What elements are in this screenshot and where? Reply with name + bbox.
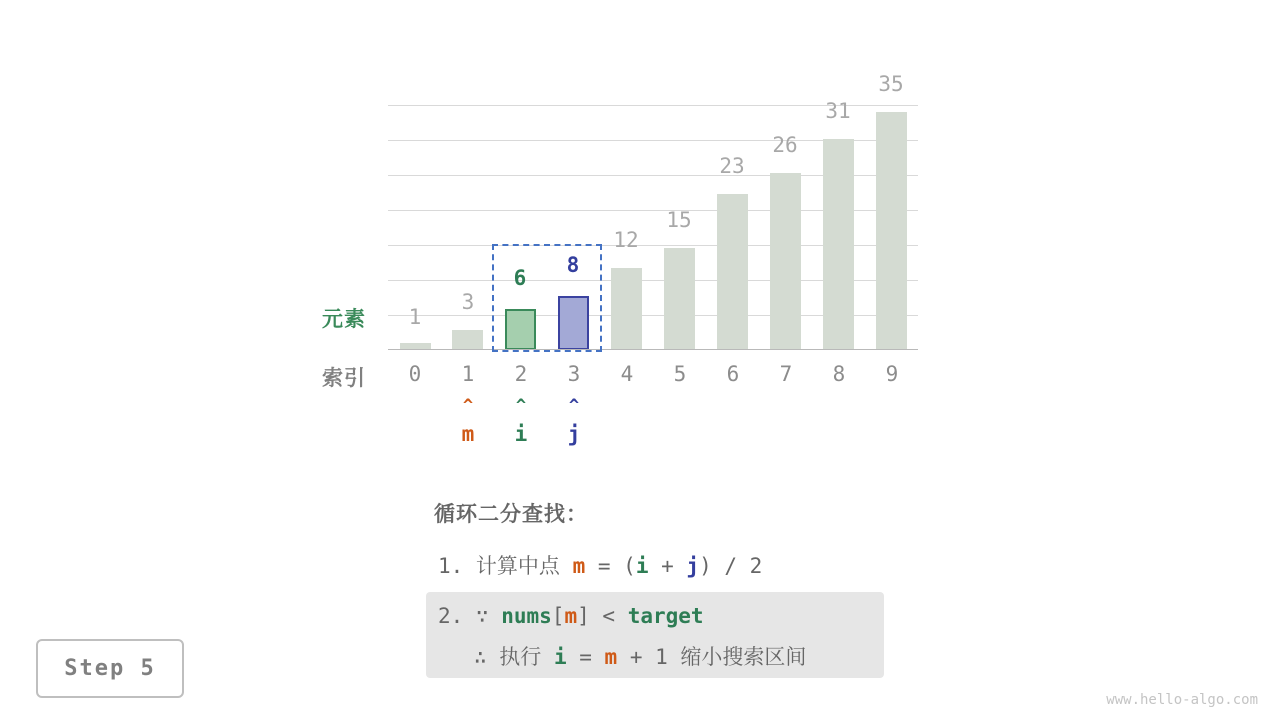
caption-step-1: [438, 550, 762, 580]
index-label-3: 3: [567, 362, 581, 386]
bar-4: [611, 268, 642, 350]
bar-7: [770, 173, 801, 350]
bar-6: [717, 194, 748, 350]
step1-var-i: i: [635, 554, 649, 578]
search-range-box: [492, 244, 602, 352]
pointer-label-j: j: [567, 422, 581, 446]
index-label-5: 5: [673, 362, 687, 386]
bar-1: [452, 330, 483, 350]
bar-value-1: 3: [461, 290, 475, 314]
step2-nums: nums: [501, 604, 552, 628]
row-label-elements: 元素: [322, 307, 366, 331]
pointer-caret-j: ^: [568, 396, 580, 416]
bar-chart: [388, 72, 918, 350]
step1-prefix: 1. 计算中点: [438, 554, 573, 578]
axis-baseline: [388, 349, 918, 350]
bar-value-4: 12: [613, 228, 639, 252]
bar-value-7: 26: [772, 133, 798, 157]
step3-var-m: m: [604, 645, 618, 669]
row-label-index: 索引: [322, 366, 366, 390]
pointer-caret-m: ^: [462, 396, 474, 416]
caption-step-2: [438, 604, 704, 628]
watermark: www.hello-algo.com: [1106, 692, 1258, 708]
step1-plus: +: [648, 554, 687, 578]
bar-value-2: 6: [513, 266, 527, 290]
step-badge: Step 5: [36, 639, 184, 698]
step3-var-i: i: [553, 645, 567, 669]
step2-bracket-close: ] <: [577, 604, 628, 628]
index-label-9: 9: [885, 362, 899, 386]
step1-var-j: j: [686, 554, 700, 578]
bar-8: [823, 139, 854, 350]
step2-prefix: 2. ∵: [438, 604, 502, 628]
step3-suffix: + 1 缩小搜索区间: [617, 645, 807, 669]
index-label-0: 0: [408, 362, 422, 386]
bar-value-5: 15: [666, 208, 692, 232]
bar-value-8: 31: [825, 99, 851, 123]
step1-eq: = (: [585, 554, 636, 578]
step3-mid: =: [566, 645, 605, 669]
index-label-2: 2: [514, 362, 528, 386]
index-label-8: 8: [832, 362, 846, 386]
bar-value-3: 8: [566, 253, 580, 277]
bar-value-9: 35: [878, 72, 904, 96]
pointer-caret-i: ^: [515, 396, 527, 416]
step2-bracket-open: [: [551, 604, 565, 628]
index-label-6: 6: [726, 362, 740, 386]
pointer-label-m: m: [461, 422, 475, 446]
bar-9: [876, 112, 907, 350]
bar-5: [664, 248, 695, 350]
caption-step-3: [474, 641, 806, 671]
caption-title: 循环二分查找：: [434, 502, 588, 526]
index-label-4: 4: [620, 362, 634, 386]
bar-value-0: 1: [408, 305, 422, 329]
step1-suffix: ) / 2: [699, 554, 763, 578]
pointer-label-i: i: [514, 422, 528, 446]
step2-var-m: m: [564, 604, 578, 628]
step1-var-m: m: [572, 554, 586, 578]
index-label-1: 1: [461, 362, 475, 386]
index-label-7: 7: [779, 362, 793, 386]
bar-value-6: 23: [719, 154, 745, 178]
step2-target: target: [627, 604, 704, 628]
step3-prefix: ∴ 执行: [474, 645, 554, 669]
